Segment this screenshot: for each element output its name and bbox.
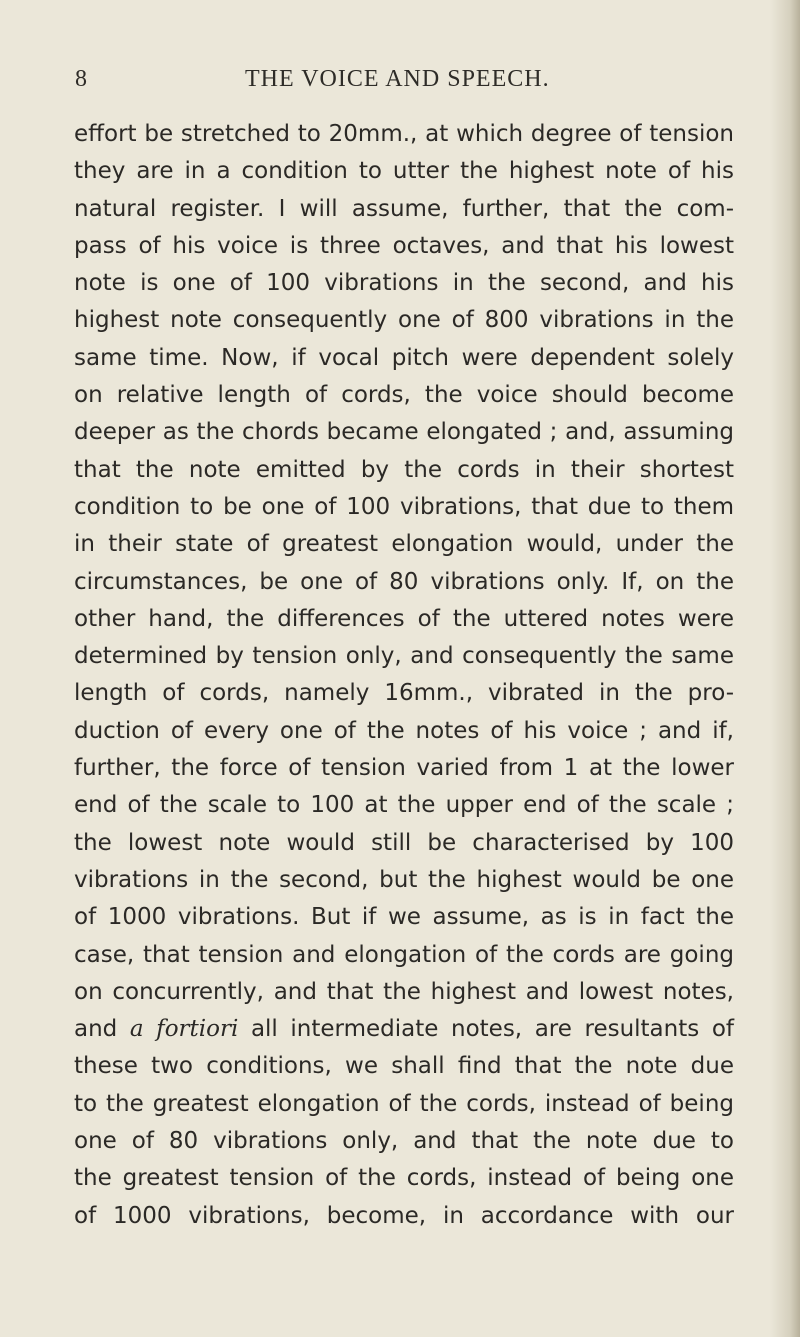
- text-line: natural register. I will assume, further, that the com-: [74, 195, 734, 222]
- text-line: further, the force of tension varied from 1 at the lower: [74, 755, 734, 782]
- text-line: on relative length of cords, the voice should become: [74, 382, 734, 409]
- text-line: end of the scale to 100 at the upper end of the scale ;: [74, 792, 734, 819]
- text-line: pass of his voice is three octaves, and that his lowest: [74, 232, 734, 259]
- text-segment: and: [74, 1016, 130, 1043]
- text-line: of 1000 vibrations, become, in accordance with our: [74, 1202, 734, 1229]
- text-line: in their state of greatest elongation would, under the: [74, 531, 734, 558]
- body-paragraph: [74, 116, 734, 1235]
- text-line: case, that tension and elongation of the cords are going: [74, 941, 734, 968]
- text-line: the lowest note would still be characterised by 100: [74, 829, 734, 856]
- running-title: THE VOICE AND SPEECH.: [245, 66, 550, 92]
- text-line: note is one of 100 vibrations in the second, and his: [74, 270, 734, 297]
- text-line: of 1000 vibrations. But if we assume, as is in fact the: [74, 904, 734, 931]
- text-line: on concurrently, and that the highest and lowest notes,: [74, 978, 734, 1005]
- text-line: deeper as the chords became elongated ; and, assuming: [74, 419, 734, 446]
- text-line-with-italic: [74, 1011, 734, 1048]
- text-line: the greatest tension of the cords, instead of being one: [74, 1165, 734, 1192]
- text-line: these two conditions, we shall find that the note due: [74, 1053, 734, 1080]
- text-line: they are in a condition to utter the highest note of his: [74, 158, 734, 185]
- text-line: highest note consequently one of 800 vibrations in the: [74, 307, 734, 334]
- text-line: duction of every one of the notes of his voice ; and if,: [74, 717, 734, 744]
- text-line: to the greatest elongation of the cords, instead of being: [74, 1090, 734, 1117]
- text-line: length of cords, namely 16mm., vibrated in the pro-: [74, 680, 734, 707]
- text-line: one of 80 vibrations only, and that the note due to: [74, 1128, 734, 1155]
- text-line: same time. Now, if vocal pitch were dependent solely: [74, 344, 734, 371]
- italic-phrase: a fortiori: [129, 1016, 239, 1043]
- text-line: that the note emitted by the cords in their shortest: [74, 456, 734, 483]
- text-line: effort be stretched to 20mm., at which degree of tension: [74, 121, 734, 147]
- text-line: condition to be one of 100 vibrations, that due to them: [74, 493, 734, 520]
- text-line: other hand, the differences of the uttered notes were: [74, 605, 734, 632]
- text-line: vibrations in the second, but the highest would be one: [74, 866, 734, 893]
- text-segment: all intermediate notes, are resultants of: [238, 1016, 734, 1043]
- running-head: [75, 66, 715, 102]
- text-line: determined by tension only, and consequently the same: [74, 643, 734, 670]
- page-number: 8: [75, 66, 88, 92]
- text-line: circumstances, be one of 80 vibrations only. If, on the: [74, 568, 734, 595]
